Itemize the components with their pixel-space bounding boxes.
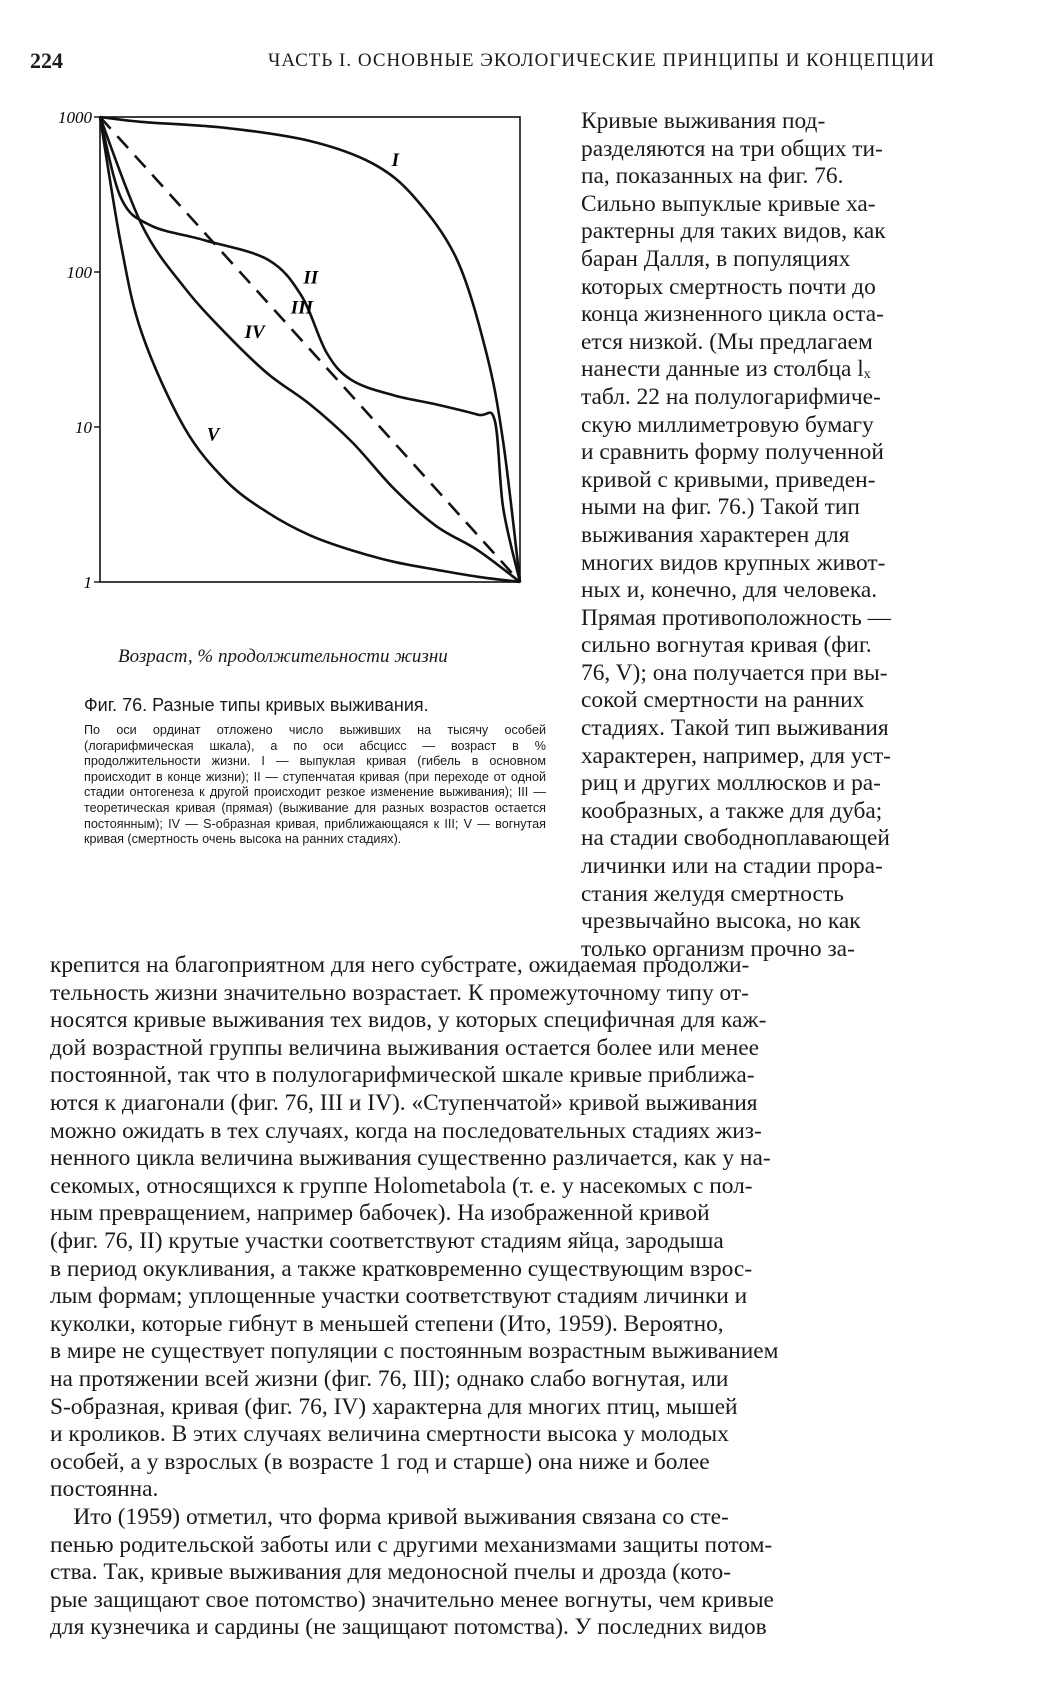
series-line-III <box>100 117 520 582</box>
y-tick-label: 1 <box>83 573 92 592</box>
side-text-line: конца жизненного цикла оста- <box>581 301 884 328</box>
side-text-line: выживания характерен для <box>581 521 850 548</box>
side-text-line: кривой с кривыми, приведен- <box>581 466 876 493</box>
body-text-line: крепится на благоприятном для него субстрате, ожидаемая продолжи- <box>50 952 750 978</box>
body-text-line: можно ожидать в тех случаях, когда на последовательных стадиях жиз- <box>50 1117 762 1144</box>
side-text-line: стания желудя смертность <box>581 880 844 907</box>
side-text-line: разделяются на три общих ти- <box>581 135 883 162</box>
body-text-line: ются к диагонали (фиг. 76, III и IV). «Ступенчатой» кривой выживания <box>50 1089 758 1116</box>
side-text-line: чрезвычайно высока, но как <box>581 908 861 935</box>
side-text-line: риц и других моллюсков и ра- <box>581 770 881 797</box>
body-text-line: в период окукливания, а также кратковременно существующим взрос- <box>50 1255 753 1282</box>
page-number: 224 <box>30 48 63 73</box>
series-label-I: I <box>391 149 400 171</box>
body-text-line: особей, а у взрослых (в возрасте 1 год и старше) она ниже и более <box>50 1448 710 1475</box>
series-label-V: V <box>206 424 220 446</box>
body-text-line: постоянной, так что в полулогарифмической шкале кривые приближа- <box>50 1062 755 1089</box>
side-text-line: сокой смертности на ранних <box>581 687 865 714</box>
side-text-line: баран Далля, в популяциях <box>581 245 851 272</box>
x-axis-caption: Возраст, % продолжительности жизни <box>118 646 448 667</box>
para2-text-line: ства. Так, кривые выживания для медоносной пчелы и дрозда (кото- <box>50 1559 731 1586</box>
side-text-line: личинки или на стадии прора- <box>581 853 883 880</box>
y-tick-label: 10 <box>75 418 92 437</box>
body-text-line: постоянна. <box>50 1476 159 1503</box>
survivorship-chart <box>40 112 540 642</box>
series-label-II: II <box>303 267 319 289</box>
body-text-line: и кроликов. В этих случаях величина смертности высока у молодых <box>50 1421 729 1448</box>
para2-text-line: Ито (1959) отметил, что форма кривой выживания связана со сте- <box>50 1504 729 1530</box>
body-text-line: секомых, относящихся к группе Holometabola (т. е. у насекомых с пол- <box>50 1172 753 1199</box>
series-label-III: III <box>290 297 313 319</box>
y-tick-label: 100 <box>66 263 92 282</box>
side-text-line: характерен, например, для уст- <box>581 742 891 769</box>
series-labels <box>207 150 400 446</box>
figure-title: Фиг. 76. Разные типы кривых выживания. <box>84 695 429 715</box>
para2-text-line: для кузнечика и сардины (не защищают потомства). У последних видов <box>50 1614 767 1641</box>
body-paragraph-2 <box>50 1504 980 1642</box>
body-text-line: ным превращением, например бабочек). На изображенной кривой <box>50 1200 710 1227</box>
body-text-line: (фиг. 76, II) крутые участки соответствуют стадиям яйца, зародыша <box>50 1227 724 1254</box>
side-text-line: ется низкой. (Мы предлагаем <box>581 328 873 355</box>
side-text-line: стадиях. Такой тип выживания <box>581 715 889 742</box>
side-text-line: многих видов крупных живот- <box>581 549 886 576</box>
body-text-line: ненного цикла величина выживания существенно различается, как у на- <box>50 1145 771 1172</box>
side-text-line: и сравнить форму полученной <box>581 439 884 466</box>
side-text-line: Кривые выживания под- <box>581 108 826 134</box>
body-text <box>50 952 980 1504</box>
body-text-line: носятся кривые выживания тех видов, у которых специфичная для каж- <box>50 1007 767 1034</box>
body-text-line: на протяжении всей жизни (фиг. 76, III); однако слабо вогнутая, или <box>50 1365 729 1392</box>
side-text-line: па, показанных на фиг. 76. <box>581 163 844 190</box>
body-text-line: S-образная, кривая (фиг. 76, IV) характерна для многих птиц, мышей <box>50 1393 738 1420</box>
side-text-line: ных и, конечно, для человека. <box>581 577 878 604</box>
para2-text-line: пенью родительской заботы или с другими механизмами защиты потом- <box>50 1531 773 1558</box>
side-text-line: которых смертность почти до <box>581 273 876 300</box>
side-text-line: сильно вогнутая кривая (фиг. <box>581 632 872 659</box>
side-text-line: скую миллиметровую бумагу <box>581 411 874 438</box>
para2-text-line: рые защищают свое потомство) значительно менее вогнуты, чем кривые <box>50 1586 774 1613</box>
body-text-line: тельность жизни значительно возрастает. К промежуточному типу от- <box>50 979 749 1006</box>
y-axis-ticks <box>58 112 100 592</box>
running-title: ЧАСТЬ I. ОСНОВНЫЕ ЭКОЛОГИЧЕСКИЕ ПРИНЦИПЫ И КОНЦЕПЦИИ <box>268 50 936 71</box>
side-text-line: нанести данные из столбца lₓ <box>581 356 871 383</box>
series-label-IV: IV <box>244 321 265 343</box>
side-text-line: Прямая противоположность — <box>581 604 892 631</box>
series-layer <box>100 117 520 582</box>
side-column-text <box>581 108 981 963</box>
side-text-line: 76, V); она получается при вы- <box>581 659 888 686</box>
side-text-line: только организм прочно за- <box>581 935 855 962</box>
side-text-line: ными на фиг. 76.) Такой тип <box>581 494 860 521</box>
side-text-line: Сильно выпуклые кривые ха- <box>581 190 876 217</box>
y-tick-label: 1000 <box>58 112 92 127</box>
side-text-line: на стадии свободноплавающей <box>581 825 890 852</box>
body-text-line: дой возрастной группы величина выживания остается более или менее <box>50 1034 760 1061</box>
side-text-line: рактерны для таких видов, как <box>581 218 886 245</box>
body-text-line: куколки, которые гибнут в меньшей степени (Ито, 1959). Вероятно, <box>50 1310 724 1337</box>
side-text-line: табл. 22 на полулогарифмиче- <box>581 383 881 410</box>
body-text-line: лым формам; уплощенные участки соответствуют стадиям личинки и <box>50 1283 748 1310</box>
body-text-line: в мире не существует популяции с постоянным возрастным выживанием <box>50 1338 779 1365</box>
side-text-line: кообразных, а также для дуба; <box>581 797 883 824</box>
figure-caption: По оси ординат отложено число выживших на тысячу особей (логарифмическая шкала), а по оси абсцисс — возраст в % продолжительности жизни. I — выпуклая кривая (гибель в основном происходит в конце жизни); II — ступенчатая кривая (при переходе от одной стадии онтогенеза к другой происходит резкое изменение выживания); III — теоретическая кривая (прямая) (выживание для разных возрастов остается постоянным); IV — S-образная кривая, приближающаяся к III; V — вогнутая кривая (смертность очень высока на ранних стадиях). <box>84 723 546 847</box>
